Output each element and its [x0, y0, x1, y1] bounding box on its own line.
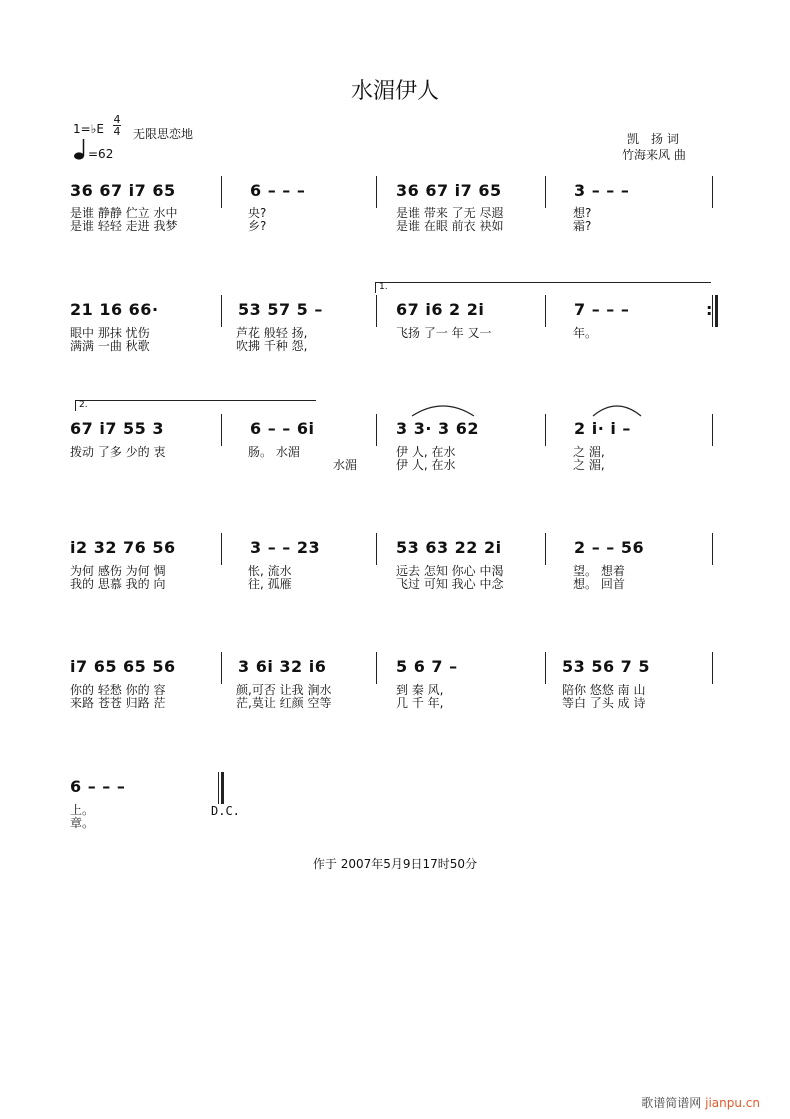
- barline: [221, 295, 222, 327]
- lyric-verse-1: 眼中 那抹 忧伤: [70, 326, 150, 340]
- measure-notes: 6 – – –: [250, 181, 306, 200]
- measure-notes: 36 67 i7 65: [70, 181, 176, 200]
- barline: [545, 176, 546, 208]
- lyric-verse-1: 你的 轻愁 你的 容: [70, 683, 166, 697]
- measure-notes: 67 i7 55 3: [70, 419, 164, 438]
- measure-notes: 21 16 66·: [70, 300, 159, 319]
- measure-notes: 3 – – –: [574, 181, 630, 200]
- time-sig-top: 4: [113, 113, 121, 126]
- expression-mark: 无限思恋地: [133, 127, 194, 141]
- tempo-text: =62: [88, 147, 114, 161]
- lyric-verse-1: 是谁 带来 了无 尽遐: [396, 206, 504, 220]
- lyric-verse-2: 几 千 年,: [396, 696, 444, 710]
- lyric-verse-2: 想。 回首: [573, 577, 625, 591]
- measure-notes: 67 i6 2 2i: [396, 300, 485, 319]
- barline: [221, 414, 222, 446]
- barline: [545, 533, 546, 565]
- composition-date: 作于 2007年5月9日17时50分: [312, 857, 478, 871]
- barline: [712, 414, 713, 446]
- da-capo-mark: D.C.: [211, 804, 240, 818]
- volta-label: 2.: [79, 400, 88, 410]
- volta-bracket-2: [75, 400, 316, 411]
- measure-notes: 5 6 7 –: [396, 657, 458, 676]
- lyric-verse-2: 水湄: [333, 458, 358, 472]
- quarter-note-icon: [73, 137, 87, 161]
- lyric-verse-1: 怅, 流水: [248, 564, 292, 578]
- measure-notes: i7 65 65 56: [70, 657, 176, 676]
- lyric-verse-2: 是谁 在眼 前衣 袂如: [396, 219, 504, 233]
- lyric-verse-1: 陪你 悠悠 南 山: [562, 683, 646, 697]
- watermark-url: jianpu.cn: [705, 1096, 760, 1110]
- barline: [376, 652, 377, 684]
- song-title: 水湄伊人: [350, 79, 439, 104]
- repeat-end-barline: [715, 295, 718, 327]
- barline: [221, 533, 222, 565]
- measure-notes: 6 – – 6i: [250, 419, 315, 438]
- lyric-verse-1: 想?: [573, 206, 592, 220]
- barline: [712, 533, 713, 565]
- lyric-verse-2: 乡?: [248, 219, 267, 233]
- lyric-verse-1: 到 秦 风,: [396, 683, 444, 697]
- barline: [545, 295, 546, 327]
- lyric-verse-1: 芦花 般轻 扬,: [236, 326, 308, 340]
- measure-notes: 2 i· i –: [574, 419, 631, 438]
- barline: [545, 414, 546, 446]
- lyric-verse-1: 望。 想着: [573, 564, 625, 578]
- lyric-verse-1: 飞扬 了一 年 又一: [396, 326, 492, 340]
- lyric-verse-1: 为何 感伤 为何 惆: [70, 564, 166, 578]
- barline: [376, 414, 377, 446]
- lyric-verse-2: 吹拂 千种 怨,: [236, 339, 308, 353]
- watermark-cn: 歌谱简谱网: [641, 1096, 702, 1110]
- time-signature: [113, 114, 121, 137]
- lyric-verse-1: 伊 人, 在水: [396, 445, 456, 459]
- lyric-verse-1: 之 湄,: [573, 445, 605, 459]
- measure-notes: 53 56 7 5: [562, 657, 651, 676]
- lyric-verse-1: 央?: [248, 206, 267, 220]
- barline: [712, 295, 713, 327]
- lyric-verse-2: 之 湄,: [573, 458, 605, 472]
- lyric-verse-1: 颜,可否 让我 涧水: [236, 683, 332, 697]
- composer-credit: 竹海来风 曲: [622, 148, 686, 162]
- measure-notes: 53 63 22 2i: [396, 538, 502, 557]
- barline: [712, 652, 713, 684]
- lyric-verse-2: 等白 了头 成 诗: [562, 696, 646, 710]
- lyric-verse-1: 上。: [70, 803, 95, 817]
- tempo-mark: [73, 137, 114, 165]
- lyric-verse-2: 霜?: [573, 219, 592, 233]
- slur-mark: [591, 402, 643, 418]
- lyric-verse-2: 我的 思慕 我的 向: [70, 577, 166, 591]
- barline: [221, 176, 222, 208]
- lyric-verse-1: 肠。 水湄: [248, 445, 300, 459]
- measure-notes: 53 57 5 –: [238, 300, 323, 319]
- volta-bracket-1: [375, 282, 711, 293]
- barline: [221, 652, 222, 684]
- repeat-dots: :: [706, 300, 713, 319]
- lyric-verse-2: 满满 一曲 秋歌: [70, 339, 150, 353]
- final-barline: [221, 772, 224, 804]
- site-watermark: [641, 1094, 760, 1111]
- lyric-verse-1: 是谁 静静 伫立 水中: [70, 206, 178, 220]
- barline: [376, 295, 377, 327]
- lyric-verse-1: 远去 怎知 你心 中渴: [396, 564, 504, 578]
- time-sig-bottom: 4: [113, 125, 121, 138]
- lyric-verse-1: 年。: [573, 326, 598, 340]
- lyric-verse-2: 往, 孤雁: [248, 577, 292, 591]
- lyric-verse-2: 来路 苍苍 归路 茫: [70, 696, 166, 710]
- key-signature: [73, 122, 104, 136]
- lyric-verse-2: 是谁 轻轻 走进 我梦: [70, 219, 178, 233]
- measure-notes: 3 3· 3 62: [396, 419, 479, 438]
- lyricist-credit: 凯 扬 词: [627, 132, 679, 146]
- key-text: 1=♭E: [73, 122, 104, 136]
- slur-mark: [410, 402, 476, 418]
- barline: [545, 652, 546, 684]
- measure-notes: 3 6i 32 i6: [238, 657, 327, 676]
- lyric-verse-2: 飞过 可知 我心 中念: [396, 577, 504, 591]
- barline: [376, 176, 377, 208]
- lyric-verse-2: 伊 人, 在水: [396, 458, 456, 472]
- lyric-verse-1: 拨动 了多 少的 衷: [70, 445, 166, 459]
- barline: [712, 176, 713, 208]
- measure-notes: 3 – – 23: [250, 538, 321, 557]
- measure-notes: i2 32 76 56: [70, 538, 176, 557]
- barline: [218, 772, 219, 804]
- measure-notes: 6 – – –: [70, 777, 126, 796]
- barline: [376, 533, 377, 565]
- measure-notes: 2 – – 56: [574, 538, 645, 557]
- lyric-verse-2: 章。: [70, 816, 95, 830]
- measure-notes: 7 – – –: [574, 300, 630, 319]
- volta-label: 1.: [379, 282, 388, 292]
- measure-notes: 36 67 i7 65: [396, 181, 502, 200]
- lyric-verse-2: 茫,莫让 红颜 空等: [236, 696, 332, 710]
